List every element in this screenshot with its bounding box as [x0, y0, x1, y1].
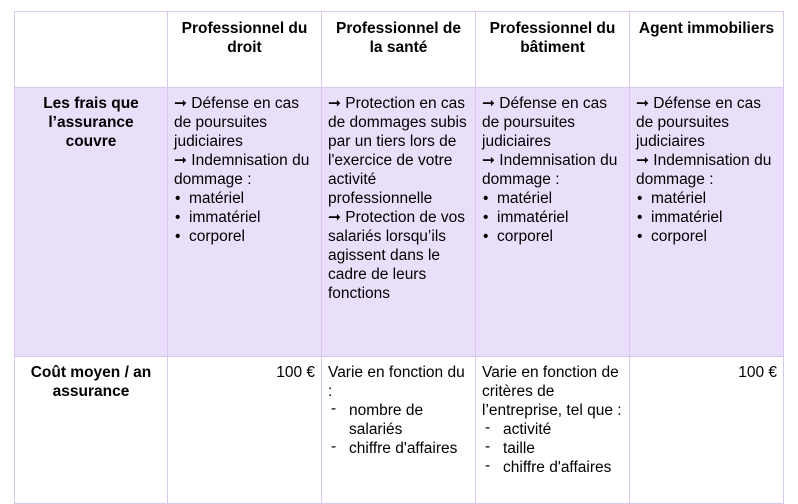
coverage-protection-salaries: ➞ Protection de vos salariés lorsqu’ils agissent dans le cadre de leurs fonctions — [328, 209, 466, 302]
cell-frais-batiment — [476, 88, 630, 357]
coverage-defense: ➞ Défense en cas de poursuites judiciaires — [636, 95, 761, 150]
list-item: - chiffre d'affaires — [482, 458, 623, 477]
damage-list — [636, 189, 777, 246]
criteria-list — [482, 420, 623, 477]
list-item: • corporel — [636, 227, 777, 246]
damage-list — [482, 189, 623, 246]
cost-intro: Varie en fonction du : — [328, 364, 465, 400]
header-empty-cell — [15, 12, 168, 88]
header-agent-immobiliers: Agent immobiliers — [630, 12, 784, 88]
cell-frais-droit — [168, 88, 322, 357]
header-professionnel-de-la-sante: Professionnel de la santé — [322, 12, 476, 88]
list-item: • corporel — [482, 227, 623, 246]
coverage-indemnisation: ➞ Indemnisation du dommage : — [636, 152, 772, 188]
list-item: - chiffre d'affaires — [328, 439, 469, 458]
coverage-indemnisation: ➞ Indemnisation du dommage : — [482, 152, 618, 188]
cell-cout-droit: 100 € — [168, 357, 322, 504]
list-item: • immatériel — [636, 208, 777, 227]
list-item: • immatériel — [174, 208, 315, 227]
header-professionnel-du-batiment: Professionnel du bâtiment — [476, 12, 630, 88]
list-item: • matériel — [482, 189, 623, 208]
header-professionnel-du-droit: Professionnel du droit — [168, 12, 322, 88]
list-item: • matériel — [174, 189, 315, 208]
coverage-indemnisation: ➞ Indemnisation du dommage : — [174, 152, 310, 188]
coverage-defense: ➞ Défense en cas de poursuites judiciaires — [482, 95, 607, 150]
coverage-defense: ➞ Défense en cas de poursuites judiciaires — [174, 95, 299, 150]
list-item: • corporel — [174, 227, 315, 246]
list-item: - activité — [482, 420, 623, 439]
row-cout-moyen — [15, 357, 784, 504]
cost-intro: Varie en fonction de critères de l’entreprise, tel que : — [482, 364, 622, 419]
cell-cout-batiment — [476, 357, 630, 504]
cell-cout-agent: 100 € — [630, 357, 784, 504]
insurance-comparison-table — [14, 11, 784, 504]
cell-cout-sante — [322, 357, 476, 504]
row-frais-couverts — [15, 88, 784, 357]
cell-frais-sante — [322, 88, 476, 357]
header-row — [15, 12, 784, 88]
list-item: • immatériel — [482, 208, 623, 227]
row-label-cout: Coût moyen / an assurance — [15, 357, 168, 504]
list-item: - taille — [482, 439, 623, 458]
list-item: - nombre de salariés — [328, 401, 469, 439]
row-label-frais: Les frais que l’assurance couvre — [15, 88, 168, 357]
cell-frais-agent — [630, 88, 784, 357]
list-item: • matériel — [636, 189, 777, 208]
coverage-protection-tiers: ➞ Protection en cas de dommages subis par un tiers lors de l'exercice de votre activité professionnelle — [328, 95, 467, 207]
damage-list — [174, 189, 315, 246]
criteria-list — [328, 401, 469, 458]
